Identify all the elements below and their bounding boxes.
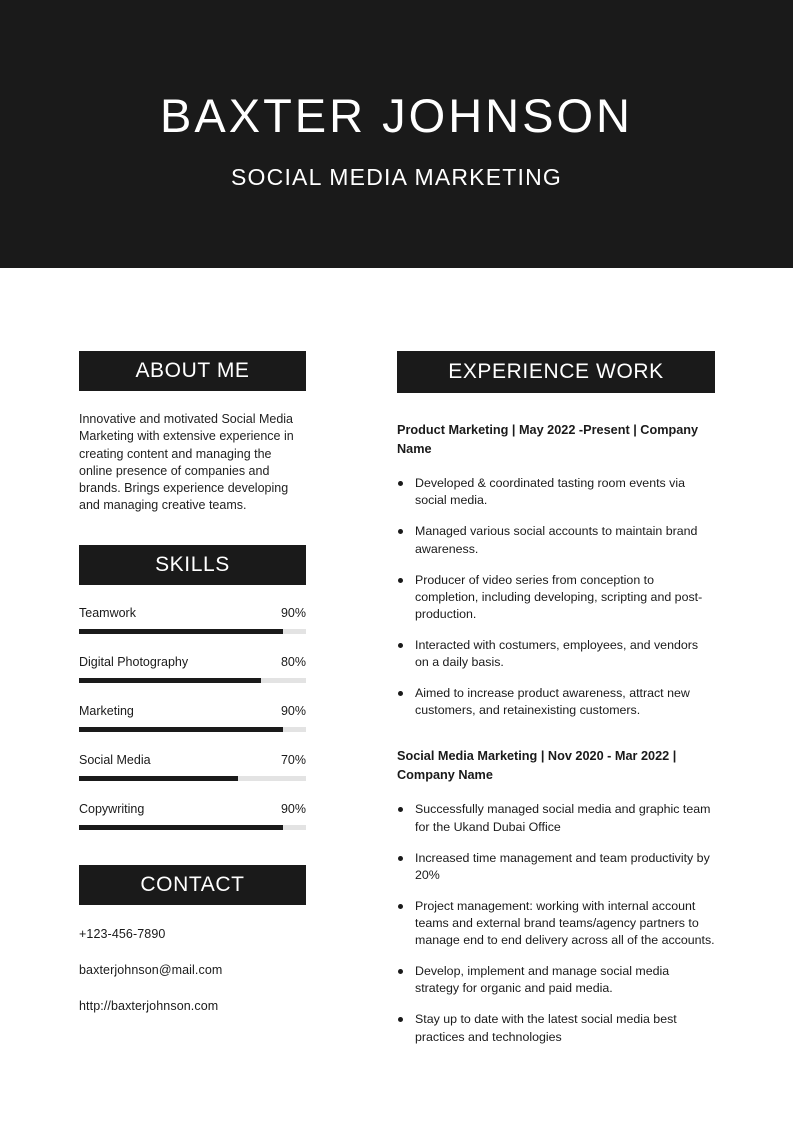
skill-label: Copywriting xyxy=(79,801,145,816)
job-bullets xyxy=(397,801,715,1045)
candidate-role: SOCIAL MEDIA MARKETING xyxy=(231,163,562,190)
skill-item xyxy=(79,802,306,830)
resume-header xyxy=(0,0,793,268)
job-bullet: Develop, implement and manage social media strategy for organic and paid media. xyxy=(397,963,715,997)
about-section-title: ABOUT ME xyxy=(79,351,306,391)
skill-label: Digital Photography xyxy=(79,654,189,669)
job-bullet: Developed & coordinated tasting room events via social media. xyxy=(397,475,715,509)
job-bullet: Aimed to increase product awareness, attract new customers, and retainexisting customers. xyxy=(397,685,715,719)
contact-section xyxy=(79,865,306,1013)
skill-bar-track xyxy=(79,825,306,830)
skill-bar-fill xyxy=(79,678,261,683)
job-bullet: Managed various social accounts to maintain brand awareness. xyxy=(397,523,715,557)
contact-section-title: CONTACT xyxy=(79,865,306,905)
skill-value: 90% xyxy=(280,703,306,718)
skill-item xyxy=(79,704,306,732)
skill-bar-fill xyxy=(79,727,283,732)
experience-section-title: EXPERIENCE WORK xyxy=(397,351,715,393)
skill-label: Marketing xyxy=(79,703,134,718)
skill-bar-fill xyxy=(79,825,283,830)
skill-value: 90% xyxy=(280,605,306,620)
skill-value: 80% xyxy=(280,654,306,669)
skill-bar-track xyxy=(79,629,306,634)
skill-item xyxy=(79,753,306,781)
skill-bar-track xyxy=(79,727,306,732)
job-bullet: Project management: working with internal account teams and external brand teams/agency partners to manage end to end delivery across all of the accounts. xyxy=(397,898,715,949)
skill-value: 90% xyxy=(280,801,306,816)
skill-bar-track xyxy=(79,776,306,781)
job-bullet: Producer of video series from conception to completion, including developing, scripting and post-production. xyxy=(397,572,715,623)
job-heading: Social Media Marketing | Nov 2020 - Mar 2022 | Company Name xyxy=(397,749,677,783)
contact-email[interactable]: baxterjohnson@mail.com xyxy=(79,962,223,977)
skills-section xyxy=(79,545,306,830)
right-column xyxy=(397,351,715,1060)
skill-bar-fill xyxy=(79,629,283,634)
resume-body xyxy=(0,268,793,1060)
skill-bar-fill xyxy=(79,776,238,781)
skill-label: Social Media xyxy=(79,752,151,767)
skills-section-title: SKILLS xyxy=(79,545,306,585)
skill-item xyxy=(79,655,306,683)
skill-item xyxy=(79,606,306,634)
contact-website[interactable]: http://baxterjohnson.com xyxy=(79,998,219,1013)
job-heading: Product Marketing | May 2022 -Present | Company Name xyxy=(397,423,699,457)
skill-bar-track xyxy=(79,678,306,683)
job-bullet: Increased time management and team productivity by 20% xyxy=(397,850,715,884)
skill-value: 70% xyxy=(280,752,306,767)
contact-phone: +123-456-7890 xyxy=(79,926,166,941)
experience-item xyxy=(397,421,715,719)
job-bullet: Successfully managed social media and graphic team for the Ukand Dubai Office xyxy=(397,801,715,835)
about-text: Innovative and motivated Social Media Marketing with extensive experience in creating content and managing the online presence of companies and brands. Brings experience developing and managing creative teams. xyxy=(79,412,294,513)
experience-item xyxy=(397,747,715,1045)
job-bullet: Stay up to date with the latest social media best practices and technologies xyxy=(397,1011,715,1045)
skill-label: Teamwork xyxy=(79,605,136,620)
candidate-name: BAXTER JOHNSON xyxy=(160,88,633,142)
job-bullet: Interacted with costumers, employees, and vendors on a daily basis. xyxy=(397,637,715,671)
left-column xyxy=(79,351,306,1060)
job-bullets xyxy=(397,475,715,719)
